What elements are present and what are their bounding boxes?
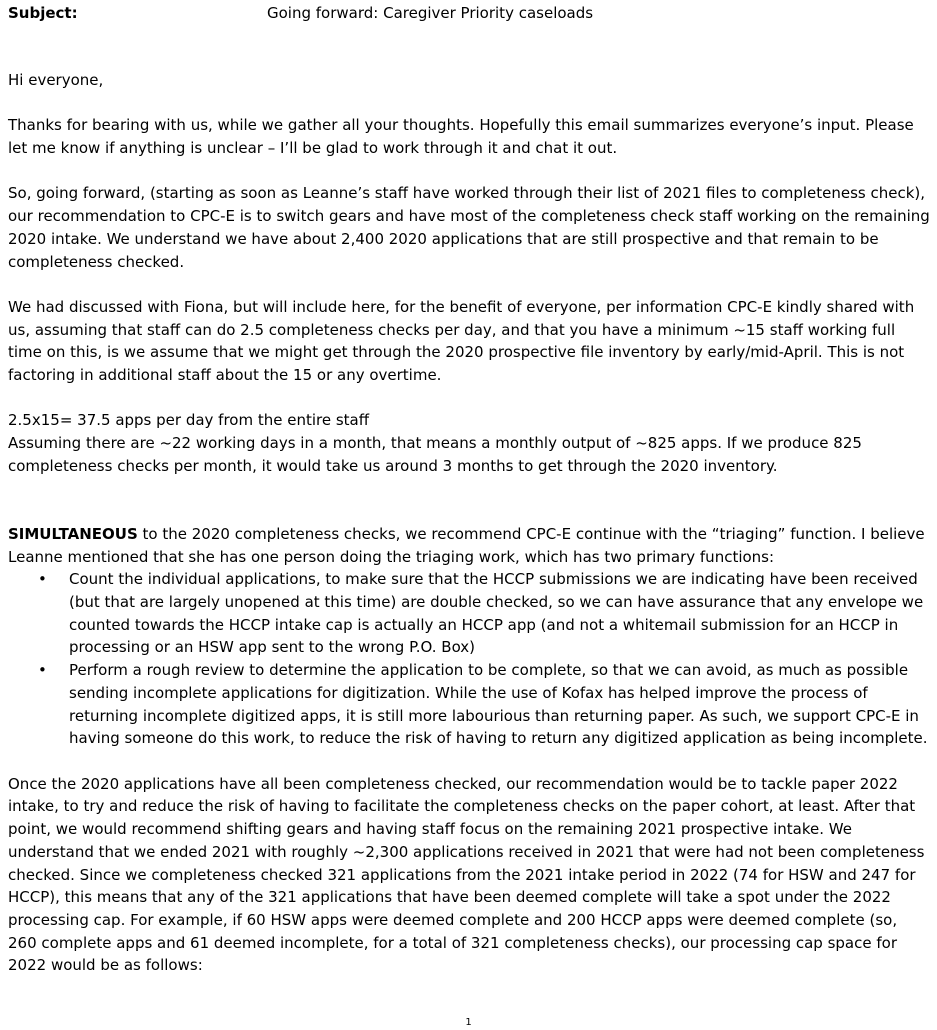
paragraph-simultaneous-text: to the 2020 completeness checks, we recommend CPC-E continue with the “triaging” function. I believe Leanne mentioned that she has one person doing the triaging work, which has two primary functions:	[8, 524, 925, 566]
subject-value: Going forward: Caregiver Priority caseloads	[267, 4, 594, 22]
bullet-icon: •	[38, 661, 47, 680]
page-number: 1	[465, 1017, 472, 1028]
paragraph-intro: Thanks for bearing with us, while we gather all your thoughts. Hopefully this email summarizes everyone’s input. Please let me know if anything is unclear – I’ll be glad to work through it and chat it out.	[8, 116, 914, 158]
list-item	[8, 568, 930, 659]
list-item	[8, 659, 930, 750]
email-document	[8, 0, 930, 975]
greeting: Hi everyone,	[8, 71, 104, 89]
paragraph-monthly-output: Assuming there are ~22 working days in a month, that means a monthly output of ~825 apps. If we produce 825 completeness checks per month, it would take us around 3 months to get through the 2020 inventory.	[8, 434, 862, 475]
subject-row	[8, 0, 930, 26]
paragraph-recommendation: So, going forward, (starting as soon as Leanne’s staff have worked through their list of 2021 files to completeness check), our recommendation to CPC-E is to switch gears and have most of the completeness check staff working on the remaining 2020 intake. We understand we have about 2,400 2020 applications that are still prospective and that remain to be completeness checked.	[8, 184, 930, 271]
emphasis-simultaneous: SIMULTANEOUS	[8, 524, 138, 543]
paragraph-simultaneous	[8, 523, 930, 568]
calculation-line: 2.5x15= 37.5 apps per day from the entire staff	[8, 411, 370, 430]
triage-function-list	[8, 568, 930, 750]
list-item-text: Count the individual applications, to make sure that the HCCP submissions we are indicating have been received (but that are largely unopened at this time) are double checked, so we can have assurance that any envelope we counted towards the HCCP intake cap is actually an HCCP app (and not a whitemail submission for an HCCP in processing or an HSW app sent to the wrong P.O. Box)	[69, 570, 924, 657]
subject-label: Subject:	[8, 4, 78, 22]
paragraph-staffing: We had discussed with Fiona, but will include here, for the benefit of everyone, per information CPC-E kindly shared with us, assuming that staff can do 2.5 completeness checks per day, and that you have a minimum ~15 staff working full time on this, is we assume that we might get through the 2020 prospective file inventory by early/mid-April. This is not factoring in additional staff about the 15 or any overtime.	[8, 297, 915, 385]
list-item-text: Perform a rough review to determine the application to be complete, so that we can avoid, as much as possible sending incomplete applications for digitization. While the use of Kofax has helped improve the process of returning incomplete digitized apps, it is still more labourious than returning paper. As such, we support CPC-E in having someone do this work, to reduce the risk of having to return any digitized application as being incomplete.	[69, 661, 928, 748]
blank-line	[8, 500, 930, 523]
bullet-icon: •	[38, 570, 47, 589]
email-body	[8, 69, 930, 1000]
paragraph-next-steps: Once the 2020 applications have all been completeness checked, our recommendation would be to tackle paper 2022 intake, to try and reduce the risk of having to facilitate the completeness checks on the paper cohort, at least. After that point, we would recommend shifting gears and having staff focus on the remaining 2021 prospective intake. We understand that we ended 2021 with roughly ~2,300 applications received in 2021 that were had not been completeness checked. Since we completeness checked 321 applications from the 2021 intake period in 2022 (74 for HSW and 247 for HCCP), this means that any of the 321 applications that have been deemed complete will take a spot under the 2022 processing cap. For example, if 60 HSW apps were deemed complete and 200 HCCP apps were deemed complete (so, 260 complete apps and 61 deemed incomplete, for a total of 321 completeness checks), our processing cap space for 2022 would be as follows:	[8, 774, 925, 975]
